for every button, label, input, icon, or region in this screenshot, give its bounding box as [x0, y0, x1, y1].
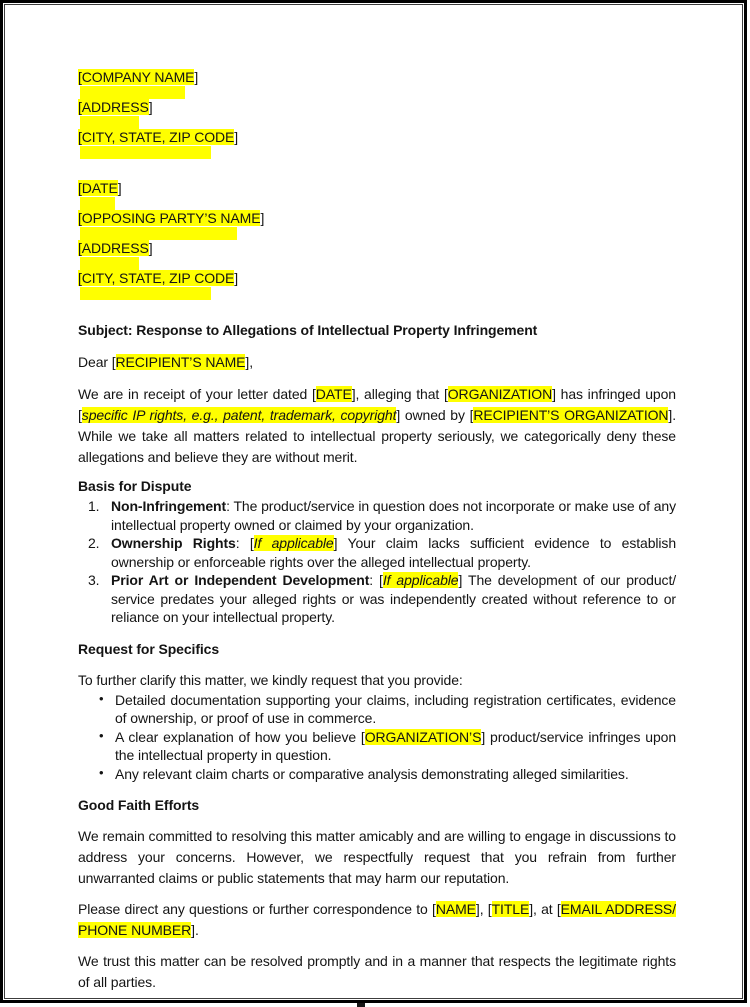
- page-content: [4, 4, 743, 999]
- placeholder-address: [ADDRESS]: [78, 99, 153, 115]
- contact-paragraph: Please direct any questions or further correspondence to [NAME], [TITLE], at [EMAIL ADDRESS/ PHONE NUMBER].: [78, 901, 676, 938]
- bullet-icon: •: [99, 727, 104, 743]
- placeholder-address: [ADDRESS]: [78, 240, 153, 256]
- list-item: [78, 571, 676, 627]
- sender-company-line: [78, 69, 676, 99]
- placeholder-date: [DATE]: [78, 180, 122, 196]
- placeholder-opposing-party: [OPPOSING PARTY’S NAME]: [78, 210, 265, 226]
- list-item-text: Ownership Rights: [If applicable] Your claim lacks sufficient evidence to establish ownership or enforceable rights over the alleged intellectual property.: [111, 535, 677, 570]
- list-item: [78, 497, 676, 534]
- list-number: 2.: [88, 535, 100, 551]
- closing-paragraph: We trust this matter can be resolved promptly and in a manner that respects the legitimate rights of all parties.: [78, 953, 676, 990]
- sender-city-line: [78, 129, 676, 159]
- list-item-text: Prior Art or Independent Development: [If applicable] The development of our product/ service predates your alleged rights or was independently created without reference to or reliance on your intellectual property.: [111, 572, 677, 625]
- list-item-text: Detailed documentation supporting your claims, including registration certificates, evidence of ownership, or proof of use in commerce.: [115, 691, 676, 726]
- highlight-tail: [80, 146, 211, 159]
- highlight-tail: [80, 86, 185, 99]
- sender-address-line: [78, 99, 676, 129]
- list-item: [78, 765, 676, 784]
- recipient-address-block: [78, 180, 676, 300]
- highlight-tail: [80, 257, 139, 270]
- goodfaith-paragraph: We remain committed to resolving this matter amicably and are willing to engage in discussions to address your concerns. However, we respectfully request that you refrain from further unwarranted claims or public statements that may harm our reputation.: [78, 828, 676, 886]
- placeholder-company-name: [COMPANY NAME]: [78, 69, 199, 85]
- basis-numbered-list: [78, 497, 676, 627]
- list-item: [78, 534, 676, 571]
- bullet-icon: •: [99, 690, 104, 706]
- list-item-text: A clear explanation of how you believe [ORGANIZATION’S] product/service infringes upon the intellectual property in question.: [115, 728, 677, 763]
- request-bullet-list: [78, 691, 676, 784]
- next-page-peek: [357, 1003, 365, 1007]
- list-item-text: Any relevant claim charts or comparative analysis demonstrating alleged similarities.: [115, 765, 629, 782]
- highlight-tail: [80, 287, 211, 300]
- recipient-address-line: [78, 240, 676, 270]
- list-item-text: Non-Infringement: The product/service in question does not incorporate or make use of any intellectual property owned or claimed by your organization.: [111, 498, 676, 533]
- opposing-party-line: [78, 210, 676, 240]
- highlight-tail: [80, 227, 237, 240]
- list-item: [78, 728, 676, 765]
- list-number: 1.: [88, 498, 100, 514]
- list-number: 3.: [88, 572, 100, 588]
- placeholder-city-state-zip: [CITY, STATE, ZIP CODE]: [78, 129, 239, 145]
- placeholder-city-state-zip: [CITY, STATE, ZIP CODE]: [78, 270, 239, 286]
- date-line: [78, 180, 676, 210]
- goodfaith-heading: Good Faith Efforts: [78, 797, 200, 813]
- basis-heading: Basis for Dispute: [78, 478, 192, 494]
- recipient-city-line: [78, 270, 676, 300]
- subject-line: Subject: Response to Allegations of Intellectual Property Infringement: [78, 322, 538, 338]
- opening-paragraph: We are in receipt of your letter dated [DATE], alleging that [ORGANIZATION] has infringed upon [specific IP rights, e.g., patent, trademark, copyright] owned by [RECIPIENT’S ORGANIZATION]. While we take all matters related to intellectual property seriously, we categorically deny these allegations and believe they are without merit.: [78, 386, 676, 465]
- bullet-icon: •: [99, 764, 104, 780]
- highlight-tail: [80, 197, 115, 210]
- highlight-tail: [80, 116, 139, 129]
- list-item: [78, 691, 676, 728]
- salutation: Dear [RECIPIENT’S NAME],: [78, 354, 253, 370]
- request-intro: To further clarify this matter, we kindly request that you provide:: [78, 671, 463, 688]
- request-heading: Request for Specifics: [78, 640, 220, 657]
- sender-address-block: [78, 69, 676, 159]
